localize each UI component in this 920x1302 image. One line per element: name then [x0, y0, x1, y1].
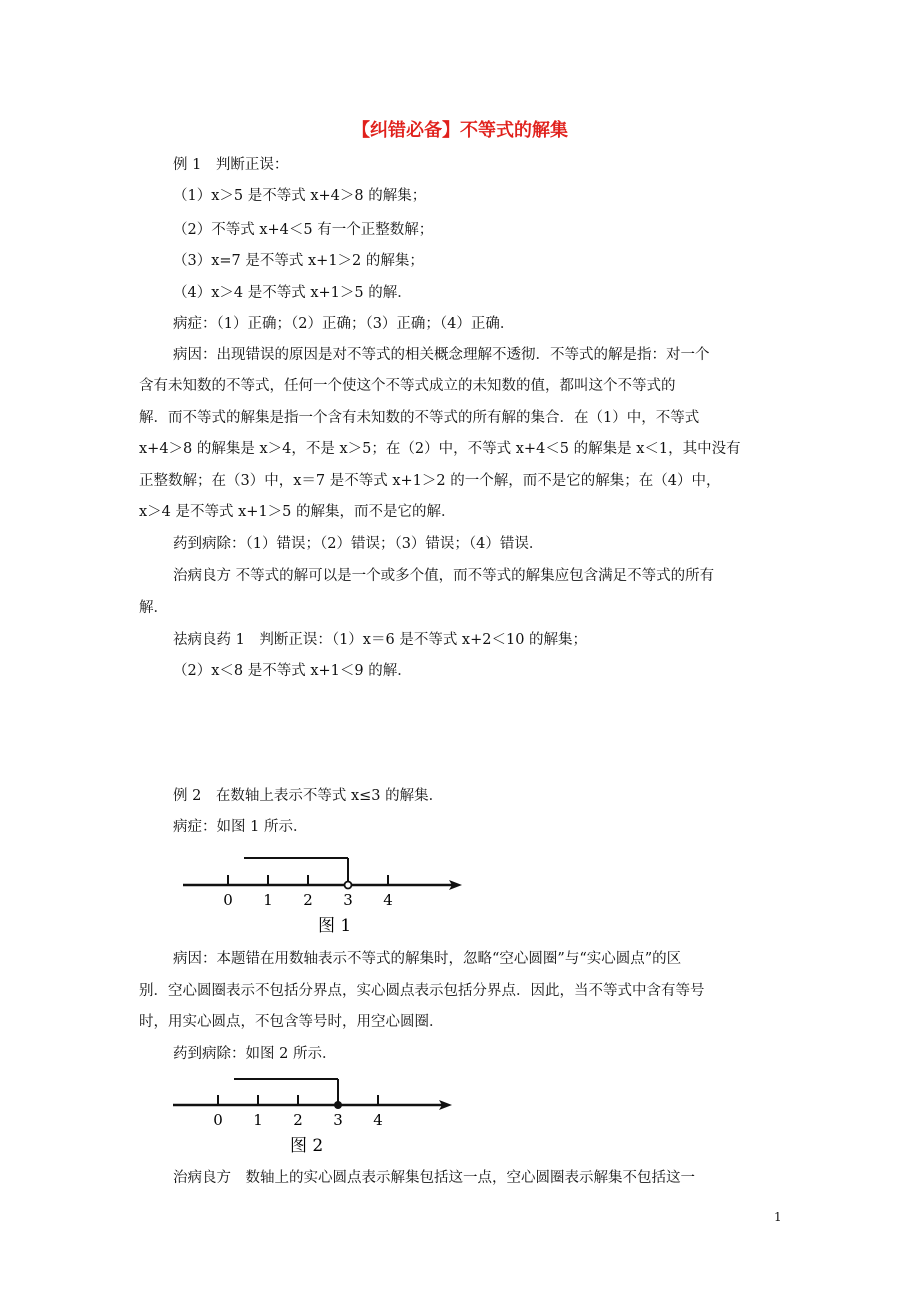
example1-item: （1）x＞5 是不等式 x+4＞8 的解集；	[173, 188, 427, 204]
example2-cause-line: 病因：本题错在用数轴表示不等式的解集时，忽略“空心圆圈”与“实心圆点”的区	[173, 951, 682, 967]
filled-dot-endpoint	[334, 1101, 342, 1109]
example2-remedy: 治病良方 数轴上的实心圆点表示解集包括这一点，空心圆圈表示解集不包括这一	[173, 1170, 695, 1186]
example2-heading: 例 2 在数轴上表示不等式 x≤3 的解集．	[173, 788, 444, 804]
example1-symptom: 病症：（1）正确；（2）正确；（3）正确；（4）正确．	[173, 316, 515, 332]
tick-label: 0	[213, 1111, 223, 1129]
example1-item: （3）x=7 是不等式 x+1＞2 的解集；	[173, 253, 424, 269]
example2-cause-line: 时，用实心圆点，不包含等号时，用空心圆圈．	[139, 1014, 444, 1030]
example2-cause-line: 别．空心圆圈表示不包括分界点，实心圆点表示包括分界点．因此，当不等式中含有等号	[139, 983, 705, 999]
example1-cause-line: 正整数解；在（3）中，x＝7 是不等式 x+1＞2 的一个解，而不是它的解集；在（4）中，	[139, 473, 721, 489]
tick-label: 1	[263, 891, 273, 909]
tick-label: 4	[373, 1111, 383, 1129]
figure-caption: 图 2	[290, 1136, 324, 1156]
example1-cure: 药到病除：（1）错误；（2）错误；（3）错误；（4）错误．	[173, 536, 544, 552]
example1-item: （4）x＞4 是不等式 x+1＞5 的解．	[173, 285, 412, 301]
example1-item: （2）不等式 x+4＜5 有一个正整数解；	[173, 222, 434, 238]
open-circle-endpoint	[345, 882, 352, 889]
example1-heading: 例 1 判断正误：	[173, 157, 289, 173]
tick-label: 2	[303, 891, 313, 909]
tick-label: 4	[383, 891, 393, 909]
example1-remedy-line: 治病良方 不等式的解可以是一个或多个值，而不等式的解集应包含满足不等式的所有	[173, 568, 715, 584]
tick-label: 1	[253, 1111, 263, 1129]
example1-cause-line: x+4＞8 的解集是 x＞4，不是 x＞5；在（2）中，不等式 x+4＜5 的解集是 x＜1，其中没有	[139, 441, 741, 457]
example1-cause-line: 病因：出现错误的原因是对不等式的相关概念理解不透彻．不等式的解是指：对一个	[173, 347, 710, 363]
page-number: 1	[774, 1210, 782, 1224]
tick-label: 3	[333, 1111, 343, 1129]
practice-line: （2）x＜8 是不等式 x+1＜9 的解．	[173, 663, 412, 679]
example2-cure: 药到病除：如图 2 所示．	[173, 1046, 337, 1062]
number-line-figure-1	[170, 845, 480, 940]
practice-line: 祛病良药 1 判断正误：（1）x＝6 是不等式 x+2＜10 的解集；	[173, 632, 588, 648]
number-line-figure-2	[160, 1065, 470, 1160]
example1-remedy-line: 解．	[139, 600, 168, 616]
tick-label: 2	[293, 1111, 303, 1129]
document-title: 【纠错必备】不等式的解集	[352, 120, 568, 141]
example1-cause-line: x＞4 是不等式 x+1＞5 的解集，而不是它的解．	[139, 504, 456, 520]
tick-label: 3	[343, 891, 353, 909]
figure-caption: 图 1	[318, 916, 352, 936]
example2-symptom: 病症：如图 1 所示．	[173, 819, 308, 835]
tick-label: 0	[223, 891, 233, 909]
example1-cause-line: 解．而不等式的解集是指一个含有未知数的不等式的所有解的集合．在（1）中，不等式	[139, 410, 700, 426]
example1-cause-line: 含有未知数的不等式，任何一个使这个不等式成立的未知数的值，都叫这个不等式的	[139, 378, 676, 394]
